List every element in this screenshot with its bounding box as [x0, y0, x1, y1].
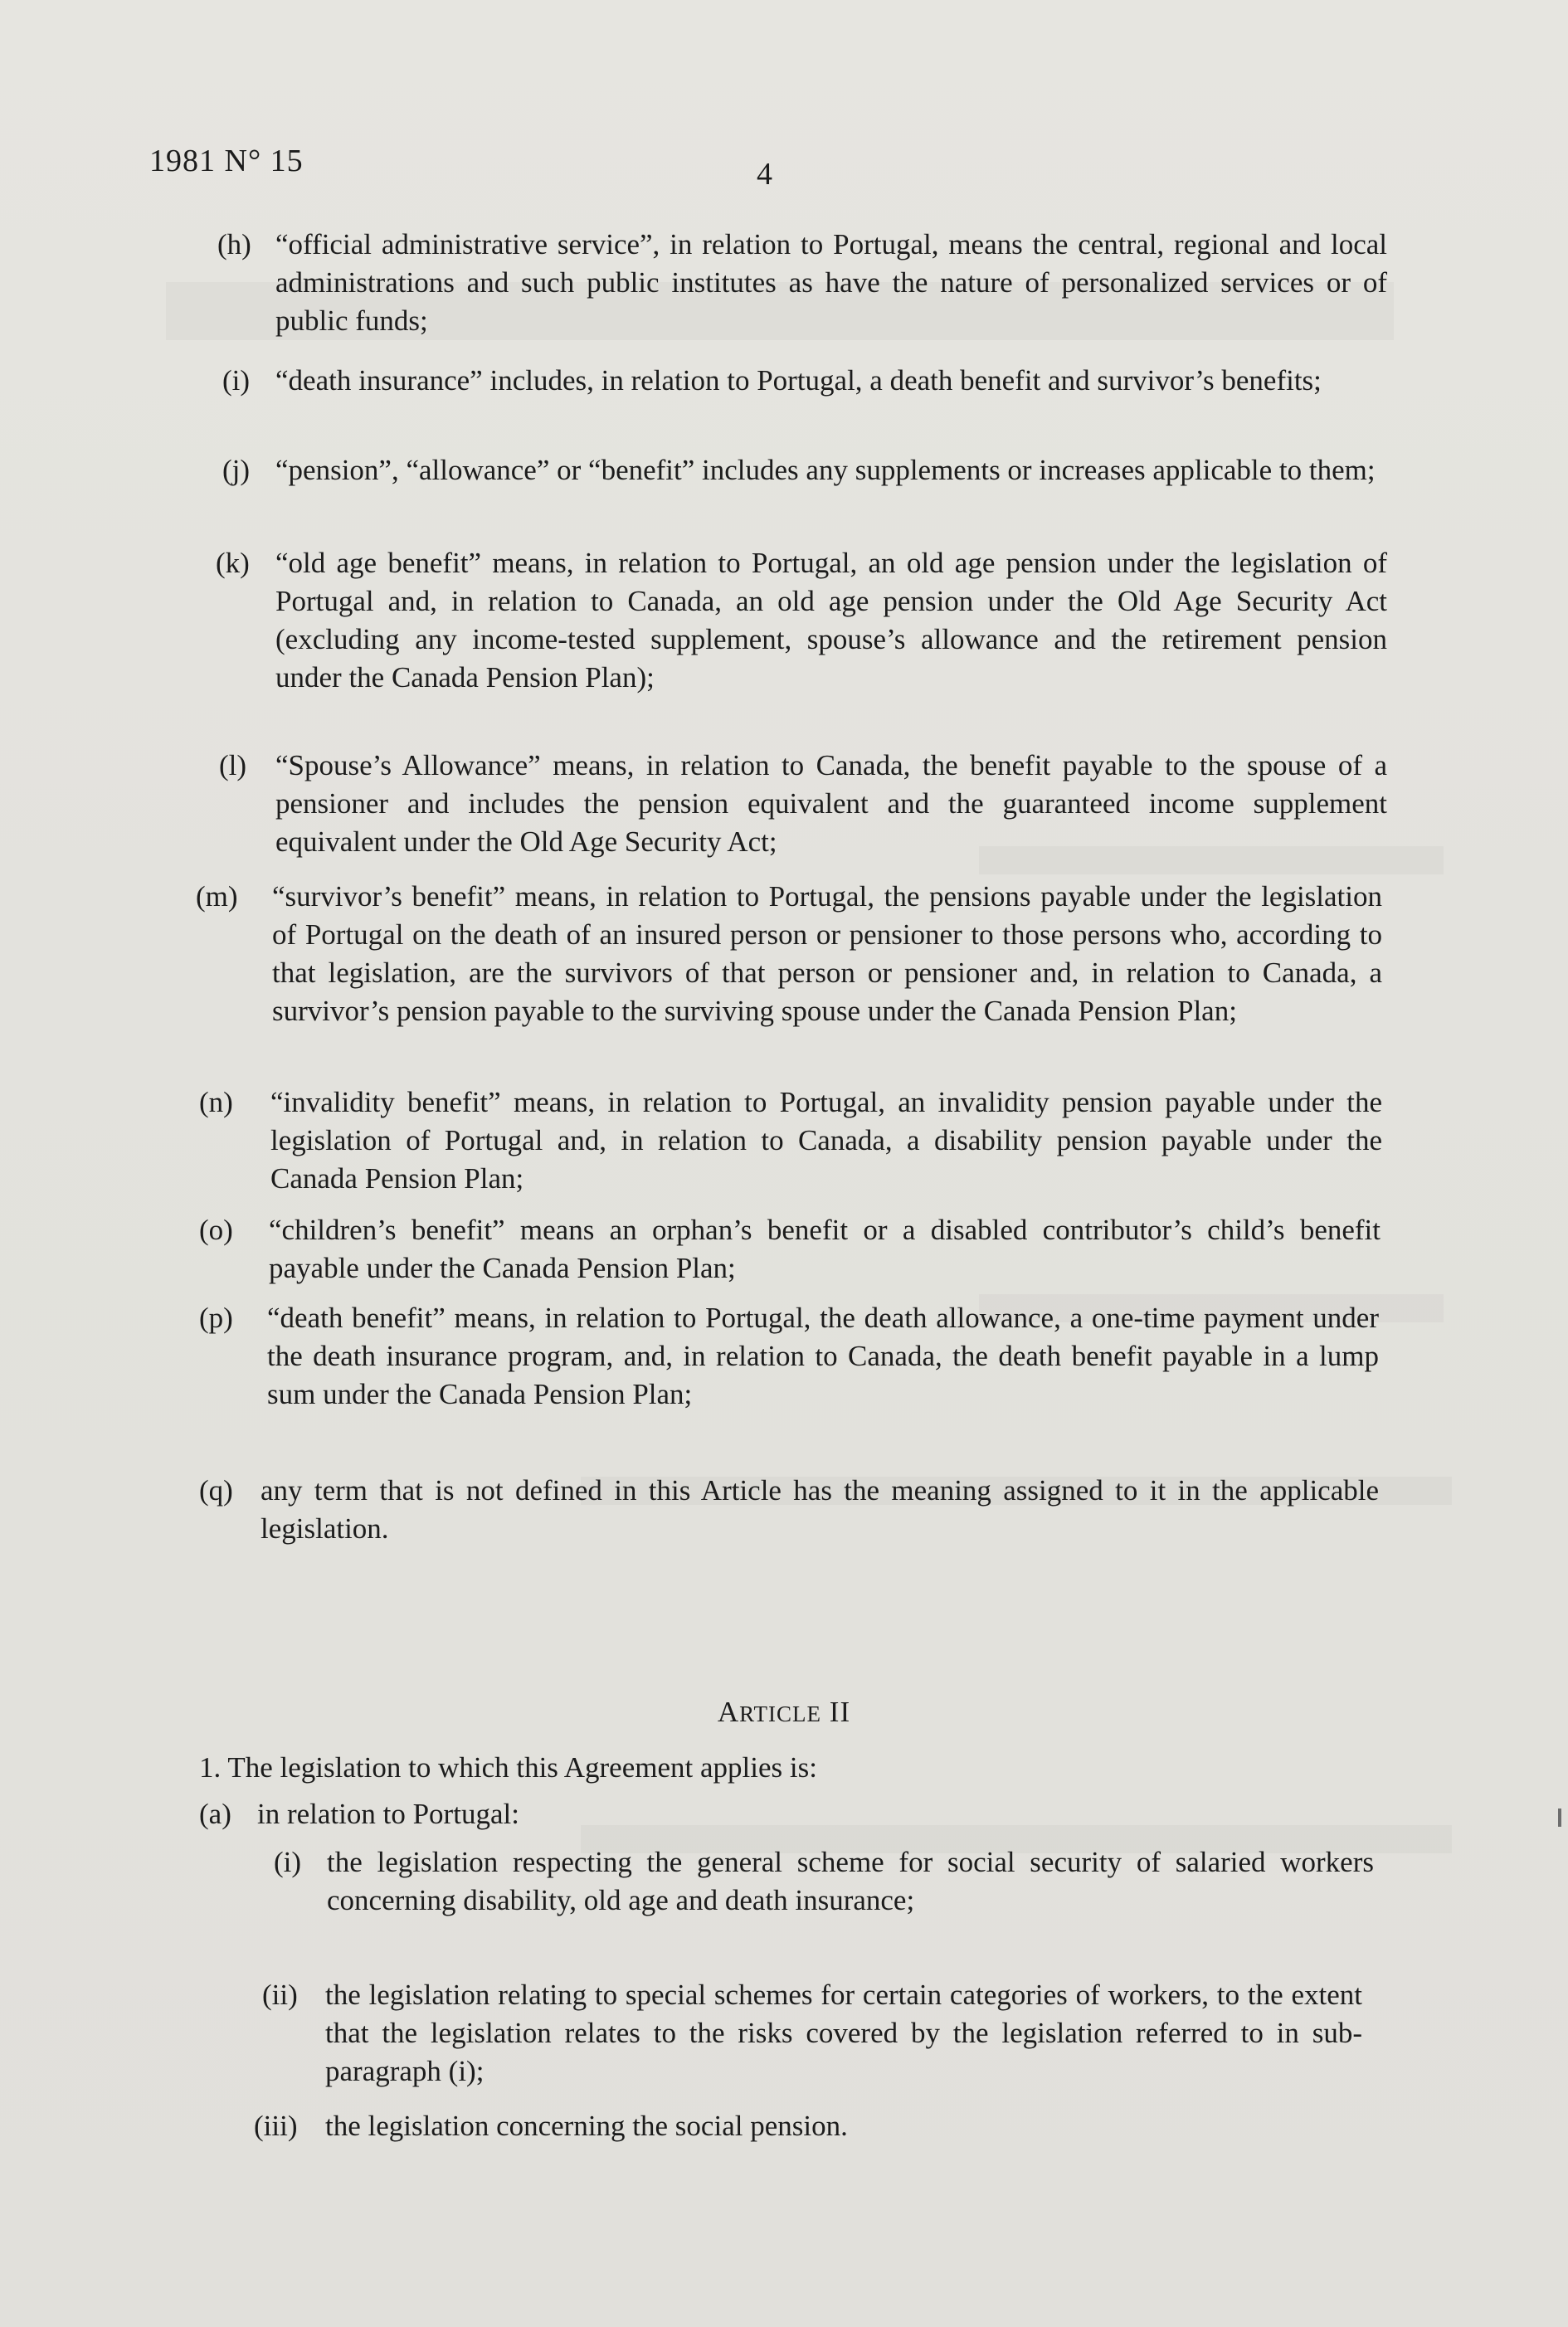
definition-text: “invalidity benefit” means, in relation to Portugal, an invalidity pension payable under the legislation of Portugal and, in relation to Canada, a disability pension payable under the Canada Pension Plan;: [270, 1086, 1382, 1195]
definition-text: “official administrative service”, in relation to Portugal, means the central, regional and local administrations and such public institutes as have the nature of personalized services or of public funds;: [275, 228, 1387, 337]
item-text: in relation to Portugal:: [257, 1798, 519, 1830]
definition-label: (m): [196, 880, 238, 913]
definition-label: (j): [222, 454, 251, 486]
page-number: 4: [757, 157, 772, 192]
definition-label: (i): [222, 364, 251, 397]
definition-text: “old age benefit” means, in relation to Portugal, an old age pension under the legislation of Portugal and, in relation to Canada, an old age pension under the Old Age Security Act (excluding any income-tested supplement, spouse’s allowance and the retirement pension under the Canada Pension Plan);: [275, 547, 1387, 694]
definition-text: “death insurance” includes, in relation to Portugal, a death benefit and survivor’s benefits;: [275, 364, 1322, 397]
subitem-label: (ii): [262, 1979, 298, 2011]
definition-label: (l): [219, 749, 247, 781]
definition-text: “Spouse’s Allowance” means, in relation to Canada, the benefit payable to the spouse of a pensioner and includes the pension equivalent and the guaranteed income supplement equivalent under the Old Age Security Act;: [275, 749, 1387, 858]
article-heading-rest: RTICLE: [739, 1701, 822, 1726]
article-heading-initial: A: [717, 1696, 740, 1728]
definition-label: (o): [199, 1214, 233, 1246]
document-number: 1981 N° 15: [149, 144, 304, 178]
subitem-text: the legislation relating to special schemes for certain categories of workers, to the extent that the legislation relates to the risks covered by the legislation referred to in sub-paragraph (i);: [325, 1979, 1362, 2087]
subitem-label: (i): [274, 1846, 302, 1878]
article-heading-number: II: [829, 1696, 851, 1728]
subitem-label: (iii): [254, 2110, 298, 2142]
definition-text: “death benefit” means, in relation to Portugal, the death allowance, a one-time payment under the death insurance program, and, in relation to Canada, the death benefit payable in a lump sum under the Canada Pension Plan;: [267, 1302, 1379, 1410]
page-edge-mark: [1558, 1809, 1561, 1827]
definition-label: (k): [216, 547, 250, 579]
definition-text: “survivor’s benefit” means, in relation to Portugal, the pensions payable under the legislation of Portugal on the death of an insured person or pensioner to those persons who, according to that legislation, are the survivors of that person or pensioner and, in relation to Canada, a survivor’s pension payable to the surviving spouse under the Canada Pension Plan;: [272, 880, 1382, 1027]
definition-label: (q): [199, 1474, 233, 1507]
subitem-text: the legislation concerning the social pension.: [325, 2110, 848, 2142]
definition-label: (p): [199, 1302, 233, 1334]
article-heading: [0, 1696, 1568, 1729]
paragraph-text: 1. The legislation to which this Agreement applies is:: [199, 1751, 817, 1784]
definition-label: (n): [199, 1086, 233, 1118]
subitem-text: the legislation respecting the general scheme for social security of salaried workers concerning disability, old age and death insurance;: [327, 1846, 1374, 1916]
definition-text: any term that is not defined in this Article has the meaning assigned to it in the applicable legislation.: [261, 1474, 1379, 1545]
definition-text: “pension”, “allowance” or “benefit” includes any supplements or increases applicable to them;: [275, 454, 1376, 486]
item-label: (a): [199, 1798, 231, 1830]
definition-text: “children’s benefit” means an orphan’s benefit or a disabled contributor’s child’s benefit payable under the Canada Pension Plan;: [269, 1214, 1381, 1284]
definition-label: (h): [217, 228, 251, 260]
